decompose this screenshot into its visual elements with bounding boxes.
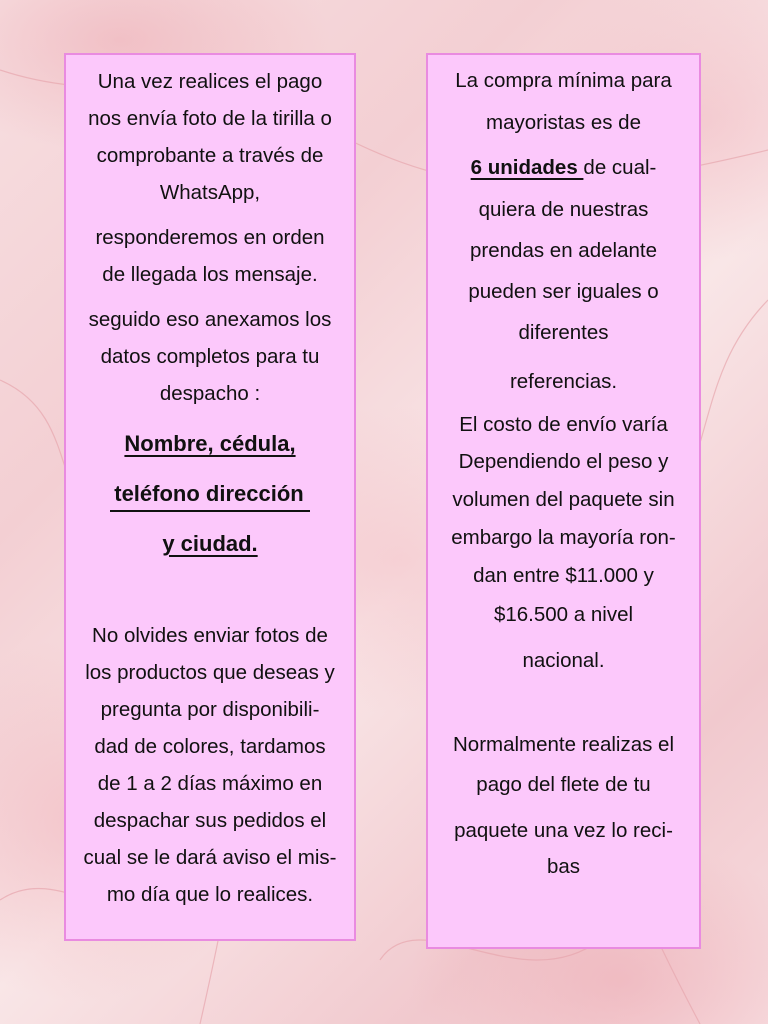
text-line: bas <box>546 855 581 878</box>
text-line: El costo de envío varía <box>459 413 668 436</box>
required-fields-line: teléfono dirección <box>110 480 309 512</box>
left-info-panel <box>64 53 356 941</box>
text-line: prendas en adelante <box>470 239 657 262</box>
text-line: embargo la mayoría ron- <box>451 526 676 549</box>
text-line: nos envía foto de la tirilla o <box>88 107 332 130</box>
text-line: WhatsApp, <box>159 181 261 204</box>
text-line: cual se le dará aviso el mis- <box>83 846 337 869</box>
text-line: Dependiendo el peso y <box>458 450 669 473</box>
text-line: volumen del paquete sin <box>452 488 675 511</box>
text-line: La compra mínima para <box>455 69 672 92</box>
minimum-units-highlight: 6 unidades <box>470 156 584 179</box>
text-line: quiera de nuestras <box>478 198 649 221</box>
text-line: despacho : <box>159 382 261 405</box>
text-line: pago del flete de tu <box>476 773 651 796</box>
text-line: de 1 a 2 días máximo en <box>97 772 323 795</box>
text-line: dan entre $11.000 y <box>473 564 654 587</box>
text-line: mayoristas es de <box>486 111 641 134</box>
text-line: nacional. <box>522 649 605 672</box>
text-line: de cual- <box>583 156 657 179</box>
text-line: No olvides enviar fotos de <box>92 624 328 647</box>
required-fields-line: y ciudad. <box>162 531 258 556</box>
text-line: paquete una vez lo reci- <box>454 819 673 842</box>
text-line: los productos que deseas y <box>85 661 335 684</box>
text-line: pregunta por disponibili- <box>100 698 320 721</box>
text-line: $16.500 a nivel <box>493 603 634 626</box>
text-line: responderemos en orden <box>95 226 325 249</box>
text-line: dad de colores, tardamos <box>94 735 326 758</box>
text-line: comprobante a través de <box>96 144 324 167</box>
text-line: referencias. <box>509 370 618 393</box>
text-line: pueden ser iguales o <box>468 280 659 303</box>
text-line: Una vez realices el pago <box>97 70 323 93</box>
text-line: seguido eso anexamos los <box>88 308 332 331</box>
text-line: Normalmente realizas el <box>452 733 675 756</box>
right-info-panel <box>426 53 701 949</box>
required-fields-line: Nombre, cédula, <box>124 431 296 456</box>
text-line: diferentes <box>518 321 609 344</box>
text-line: datos completos para tu <box>100 345 320 368</box>
text-line: despachar sus pedidos el <box>93 809 327 832</box>
text-line: de llegada los mensaje. <box>102 263 318 286</box>
text-line: mo día que lo realices. <box>106 883 314 906</box>
